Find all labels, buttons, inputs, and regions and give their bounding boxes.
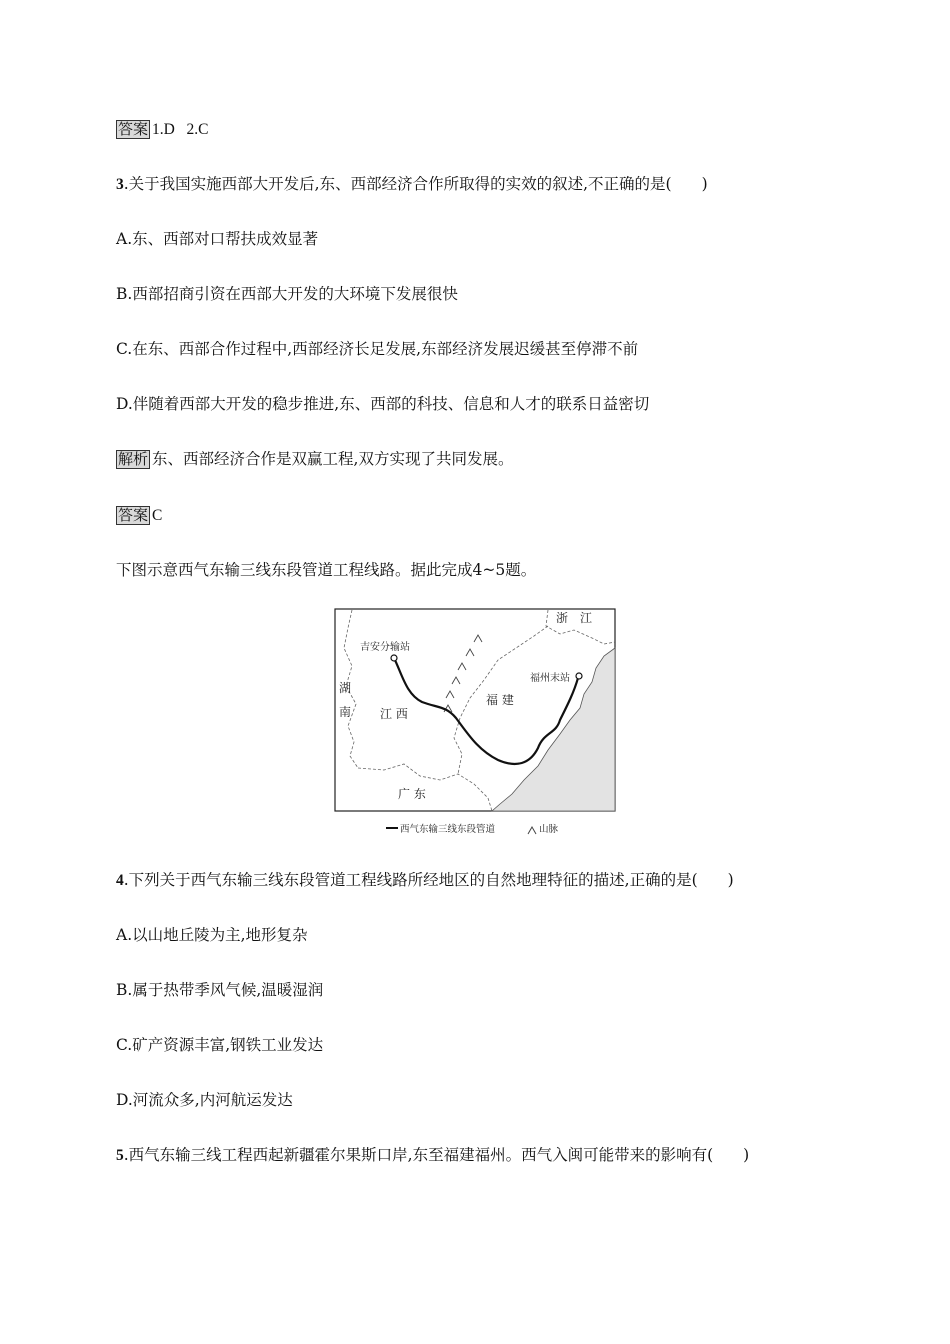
question-3-stem — [116, 174, 708, 195]
fuzhou-station-marker — [576, 673, 582, 679]
label-hunan-1: 湖 — [339, 681, 352, 695]
answer-text: 1.D 2.C — [152, 121, 209, 138]
q3-option-c: C.在东、西部合作过程中,西部经济长足发展,东部经济发展迟缓甚至停滞不前 — [116, 340, 639, 358]
legend-mountain-icon — [528, 827, 536, 834]
label-zhejiang: 浙 江 — [556, 611, 593, 625]
label-jiangxi: 江 西 — [380, 707, 408, 721]
question-text: .西气东输三线工程西起新疆霍尔果斯口岸,东至福建福州。西气入闽可能带来的影响有( — [123, 1146, 714, 1164]
label-jian-station: 吉安分输站 — [360, 642, 410, 653]
label-fujian: 福 建 — [486, 693, 514, 707]
q4-option-a: A.以山地丘陵为主,地形复杂 — [116, 926, 308, 944]
answer-tag: 答案 — [118, 506, 149, 524]
question-text: .关于我国实施西部大开发后,东、西部经济合作所取得的实效的叙述,不正确的是( — [123, 175, 672, 193]
question-number: 5 — [116, 1147, 124, 1164]
paren-close: ) — [727, 871, 734, 889]
paren-close: ) — [743, 1146, 750, 1164]
q4-option-d: D.河流众多,内河航运发达 — [116, 1091, 293, 1109]
answer-tag: 答案 — [118, 120, 149, 138]
pipeline-map — [334, 608, 618, 838]
analysis-text: 东、西部经济合作是双赢工程,双方实现了共同发展。 — [152, 450, 514, 468]
q3-analysis — [116, 449, 513, 469]
question-text: .下列关于西气东输三线东段管道工程线路所经地区的自然地理特征的描述,正确的是( — [123, 871, 698, 889]
question-5-stem — [116, 1145, 749, 1166]
q4-option-b: B.属于热带季风气候,温暖湿润 — [116, 981, 324, 999]
q3-option-a: A.东、西部对口帮扶成效显著 — [116, 230, 319, 248]
jian-station-marker — [391, 655, 397, 661]
q3-option-b: B.西部招商引资在西部大开发的大环境下发展很快 — [116, 285, 458, 303]
legend-pipeline-label: 西气东输三线东段管道 — [400, 824, 496, 835]
question-4-stem — [116, 870, 734, 891]
question-number: 4 — [116, 872, 124, 889]
q4-option-c: C.矿产资源丰富,钢铁工业发达 — [116, 1036, 324, 1054]
label-guangdong: 广 东 — [398, 787, 426, 801]
answer-text: C — [152, 507, 163, 524]
q3-answer — [116, 505, 162, 526]
paren-close: ) — [701, 175, 708, 193]
label-fuzhou-station: 福州末站 — [530, 673, 570, 684]
question-number: 3 — [116, 176, 124, 193]
q3-option-d: D.伴随着西部大开发的稳步推进,东、西部的科技、信息和人才的联系日益密切 — [116, 395, 650, 413]
analysis-tag: 解析 — [118, 450, 149, 468]
answer-line-1-2 — [116, 119, 208, 140]
map-intro: 下图示意西气东输三线东段管道工程线路。据此完成4~5题。 — [116, 561, 537, 579]
label-hunan-2: 南 — [339, 705, 352, 719]
legend-mountain-label: 山脉 — [539, 824, 559, 835]
